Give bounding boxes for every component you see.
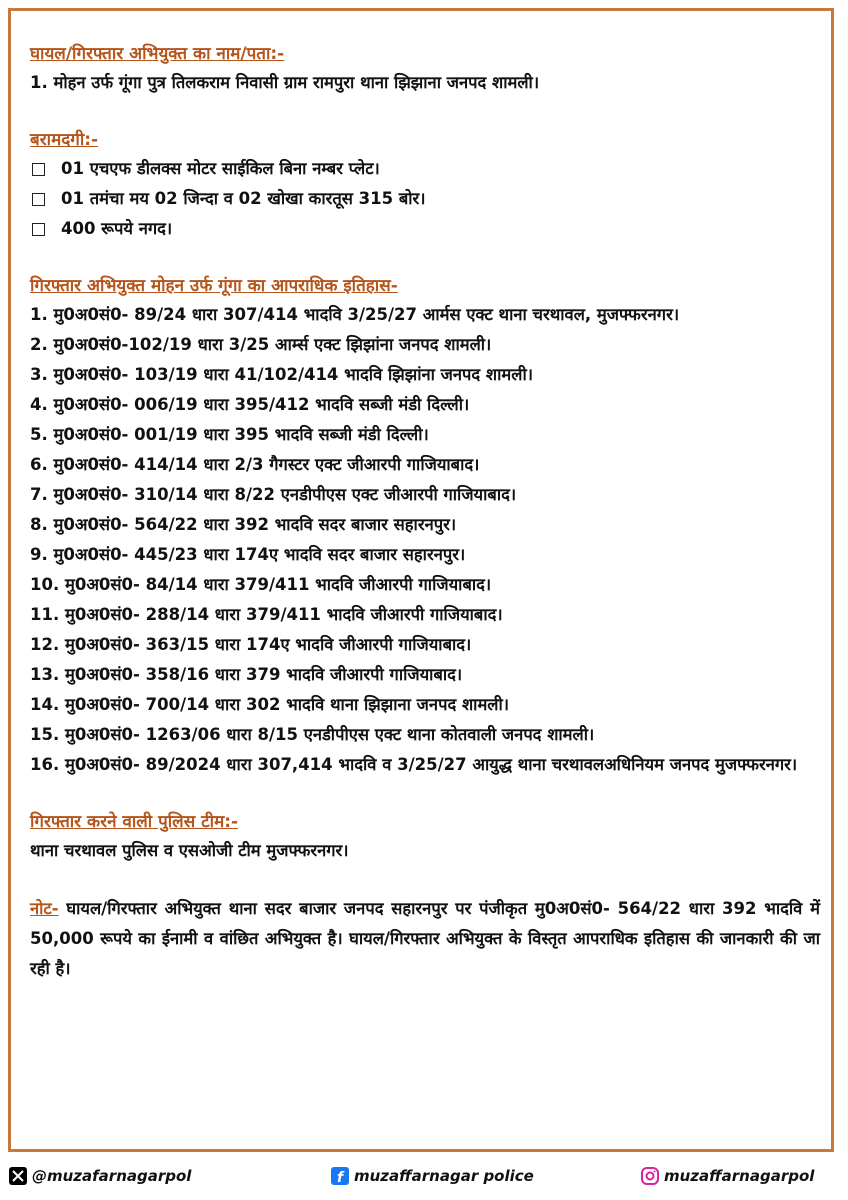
case-line: 4. मु0अ0सं0- 006/19 धारा 395/412 भादवि सब्जी मंडी दिल्ली। <box>30 395 470 414</box>
checkbox-icon <box>32 163 45 176</box>
case-line: 5. मु0अ0सं0- 001/19 धारा 395 भादवि सब्जी मंडी दिल्ली। <box>30 425 429 444</box>
case-line: 7. मु0अ0सं0- 310/14 धारा 8/22 एनडीपीएस एक्ट जीआरपी गाजियाबाद। <box>30 485 517 504</box>
recovery-item: 01 तमंचा मय 02 जिन्दा व 02 खोखा कारतूस 315 बोर। <box>30 184 820 214</box>
note-paragraph <box>30 894 820 984</box>
accused-line: 1. मोहन उर्फ गूंगा पुत्र तिलकराम निवासी ग्राम रामपुरा थाना झिझाना जनपद शामली। <box>30 73 540 92</box>
footer <box>0 1158 848 1198</box>
case-line: 16. मु0अ0सं0- 89/2024 धारा 307,414 भादवि व 3/25/27 आयुद्ध थाना चरथावलअधिनियम जनपद मुजफ्फरनगर। <box>30 755 798 774</box>
case-line: 9. मु0अ0सं0- 445/23 धारा 174ए भादवि सदर बाजार सहारनपुर। <box>30 545 466 564</box>
case-line: 6. मु0अ0सं0- 414/14 धारा 2/3 गैगस्टर एक्ट जीआरपी गाजियाबाद। <box>30 455 480 474</box>
recovery-item: 01 एचएफ डीलक्स मोटर साईकिल बिना नम्बर प्लेट। <box>30 154 820 184</box>
team-line: थाना चरथावल पुलिस व एसओजी टीम मुजफ्फरनगर। <box>30 841 349 860</box>
case-line: 13. मु0अ0सं0- 358/16 धारा 379 भादवि जीआरपी गाजियाबाद। <box>30 665 463 684</box>
recovery-item: 400 रूपये नगद। <box>30 214 820 244</box>
team-heading: गिरफ्तार करने वाली पुलिस टीम:- <box>30 812 239 832</box>
x-handle-link[interactable]: @muzafarnagarpol <box>8 1166 191 1186</box>
case-line: 14. मु0अ0सं0- 700/14 धारा 302 भादवि थाना झिझाना जनपद शामली। <box>30 695 510 714</box>
svg-text:f: f <box>337 1170 344 1185</box>
facebook-icon <box>330 1166 350 1186</box>
case-line: 3. मु0अ0सं0- 103/19 धारा 41/102/414 भादवि झिझांना जनपद शामली। <box>30 365 534 384</box>
accused-heading: घायल/गिरफ्तार अभियुक्त का नाम/पता:- <box>30 44 285 64</box>
instagram-icon <box>640 1166 660 1186</box>
x-logo-icon <box>8 1166 28 1186</box>
checkbox-icon <box>32 193 45 206</box>
case-line: 15. मु0अ0सं0- 1263/06 धारा 8/15 एनडीपीएस एक्ट थाना कोतवाली जनपद शामली। <box>30 725 595 744</box>
case-line: 2. मु0अ0सं0-102/19 धारा 3/25 आर्म्स एक्ट झिझांना जनपद शामली। <box>30 335 492 354</box>
case-line: 12. मु0अ0सं0- 363/15 धारा 174ए भादवि जीआरपी गाजियाबाद। <box>30 635 472 654</box>
note-label: नोट- <box>30 899 59 918</box>
recovery-heading: बरामदगी:- <box>30 130 99 150</box>
facebook-link[interactable]: f muzaffarnagar police <box>330 1166 534 1186</box>
case-line: 1. मु0अ0सं0- 89/24 धारा 307/414 भादवि 3/25/27 आर्मस एक्ट थाना चरथावल, मुजफ्फरनगर। <box>30 305 680 324</box>
history-heading: गिरफ्तार अभियुक्त मोहन उर्फ गूंगा का आपराधिक इतिहास- <box>30 276 398 296</box>
case-line: 8. मु0अ0सं0- 564/22 धारा 392 भादवि सदर बाजार सहारनपुर। <box>30 515 457 534</box>
note-text: घायल/गिरफ्तार अभियुक्त थाना सदर बाजार जनपद सहारनपुर पर पंजीकृत मु0अ0सं0- 564/22 धारा 392 भादवि में 50,000 रूपये का ईनामी व वांछित अभियुक्त है। घायल/गिरफ्तार अभियुक्त के विस्तृत आपराधिक इतिहास की जानकारी की जा रही है। <box>30 899 820 978</box>
instagram-link[interactable]: muzaffarnagarpol <box>640 1166 814 1186</box>
press-note <box>30 40 820 984</box>
case-line: 10. मु0अ0सं0- 84/14 धारा 379/411 भादवि जीआरपी गाजियाबाद। <box>30 575 492 594</box>
case-line: 11. मु0अ0सं0- 288/14 धारा 379/411 भादवि जीआरपी गाजियाबाद। <box>30 605 503 624</box>
checkbox-icon <box>32 223 45 236</box>
